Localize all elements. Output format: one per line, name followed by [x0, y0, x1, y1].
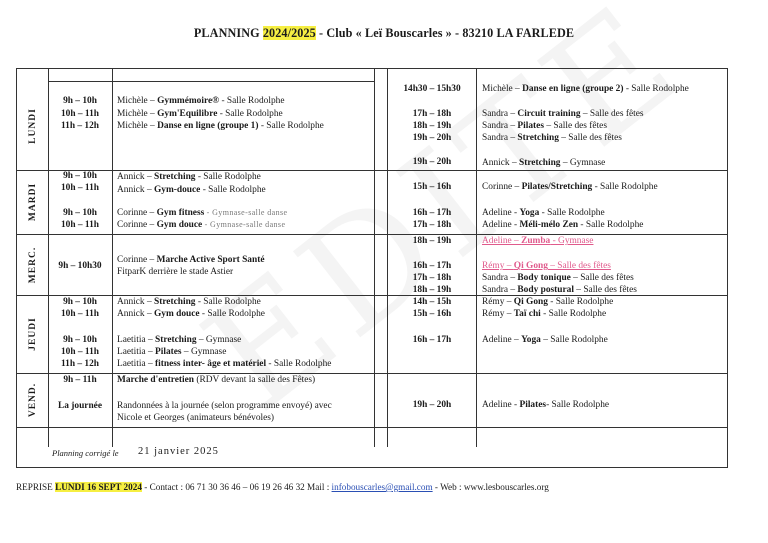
- activity-cell: Laetitia – Stretching – Gymnase: [117, 335, 242, 345]
- time-cell: 9h – 11h: [63, 375, 97, 385]
- activity-cell: Rémy – Qi Gong - Salle Rodolphe: [482, 297, 614, 307]
- cancelled-activity-cell: Rémy – Qi Gong – Salle des fêtes: [482, 261, 611, 271]
- activity-cell: Annick – Gym douce - Salle Rodolphe: [117, 309, 265, 319]
- season-highlight: 2024/2025: [262, 26, 316, 40]
- time-cell: 11h – 12h: [60, 121, 100, 131]
- activity-cell: Nicole et Georges (animateurs bénévoles): [117, 413, 275, 423]
- time-cell: 9h – 10h: [63, 335, 97, 345]
- activity-cell: Annick – Stretching - Salle Rodolphe: [117, 297, 261, 307]
- time-cell: 9h – 10h: [63, 171, 97, 181]
- correction-date: 21 janvier 2025: [138, 446, 219, 457]
- activity-cell: Michèle – Gym'Equilibre - Salle Rodolphe: [117, 109, 283, 119]
- activity-cell: Michèle – Gymmémoire® - Salle Rodolphe: [117, 96, 285, 106]
- activity-cell: Corinne – Marche Active Sport Santé: [117, 255, 265, 265]
- activity-cell: Michèle – Danse en ligne (groupe 1) - Salle Rodolphe: [117, 121, 324, 131]
- time-cell: 16h – 17h: [412, 261, 452, 271]
- time-cell: 17h – 18h: [412, 220, 452, 230]
- activity-cell: FitparK derrière le stade Astier: [117, 267, 234, 277]
- activity-cell: Laetitia – fitness inter- âge et matériel - Salle Rodolphe: [117, 359, 332, 369]
- activity-cell: Adeline - Pilates- Salle Rodolphe: [482, 400, 610, 410]
- activity-cell: Marche d'entretien (RDV devant la salle des Fêtes): [117, 375, 316, 385]
- time-cell: 18h – 19h: [412, 121, 452, 131]
- time-cell: 18h – 19h: [412, 285, 452, 295]
- activity-cell: Rémy – Taï chi - Salle Rodolphe: [482, 309, 607, 319]
- activity-cell: Sandra – Stretching – Salle des fêtes: [482, 133, 622, 143]
- time-cell: 9h – 10h: [63, 297, 97, 307]
- activity-cell: Randonnées à la journée (selon programme envoyé) avec: [117, 401, 332, 411]
- time-cell: 19h – 20h: [412, 400, 452, 410]
- time-cell: 10h – 11h: [60, 183, 100, 193]
- activity-cell: Annick – Stretching - Salle Rodolphe: [117, 172, 261, 182]
- activity-cell: Annick – Gym-douce - Salle Rodolphe: [117, 185, 266, 195]
- correction-note: Planning corrigé le: [52, 448, 119, 458]
- activity-cell: Adeline – Yoga – Salle Rodolphe: [482, 335, 608, 345]
- time-cell: 16h – 17h: [412, 335, 452, 345]
- day-label-mardi: MARDI: [28, 182, 38, 222]
- reprise-date: LUNDI 16 SEPT 2024: [55, 482, 142, 492]
- activity-cell: Sandra – Body tonique – Salle des fêtes: [482, 273, 634, 283]
- time-cell: 15h – 16h: [412, 182, 452, 192]
- activity-cell: Sandra – Circuit training – Salle des fêtes: [482, 109, 644, 119]
- time-cell: 10h – 11h: [60, 109, 100, 119]
- time-cell: La journée: [57, 401, 102, 411]
- email-link[interactable]: infobouscarles@gmail.com: [331, 482, 433, 492]
- day-label-mercredi: MERC.: [28, 246, 38, 284]
- time-cell: 10h – 11h: [60, 347, 100, 357]
- time-cell: 18h – 19h: [412, 236, 452, 246]
- time-cell: 19h – 20h: [412, 157, 452, 167]
- activity-cell: Michèle – Danse en ligne (groupe 2) - Salle Rodolphe: [482, 84, 689, 94]
- time-cell: 10h – 11h: [60, 309, 100, 319]
- time-cell: 9h – 10h30: [58, 261, 102, 271]
- time-cell: 10h – 11h: [60, 220, 100, 230]
- cancelled-activity-cell: Adeline – Zumba - Gymnase: [482, 236, 594, 246]
- activity-cell: Annick – Stretching – Gymnase: [482, 158, 606, 168]
- day-label-vendredi: VEND.: [28, 382, 38, 418]
- time-cell: 15h – 16h: [412, 309, 452, 319]
- day-label-lundi: LUNDI: [28, 108, 38, 144]
- activity-cell: Adeline - Yoga - Salle Rodolphe: [482, 208, 605, 218]
- footer: REPRISE LUNDI 16 SEPT 2024 - Contact : 06 71 30 36 46 – 06 19 26 46 32 Mail : infobouscarles@gmail.com - Web : www.lesbouscarles.org: [16, 482, 549, 492]
- activity-cell: Corinne – Gym fitness - Gymnase-salle danse: [117, 208, 288, 218]
- time-cell: 14h30 – 15h30: [403, 84, 461, 94]
- time-cell: 17h – 18h: [412, 273, 452, 283]
- activity-cell: Corinne – Gym douce - Gymnase-salle danse: [117, 220, 286, 230]
- activity-cell: Sandra – Body postural – Salle des fêtes: [482, 285, 637, 295]
- activity-cell: Adeline - Méli-mélo Zen - Salle Rodolphe: [482, 220, 644, 230]
- time-cell: 9h – 10h: [63, 208, 97, 218]
- day-label-jeudi: JEUDI: [28, 317, 38, 351]
- time-cell: 11h – 12h: [60, 359, 100, 369]
- time-cell: 9h – 10h: [63, 96, 97, 106]
- time-cell: 14h – 15h: [412, 297, 452, 307]
- page-title: PLANNING 2024/2025 - Club « Leï Bouscarles » - 83210 LA FARLEDE: [193, 26, 575, 40]
- activity-cell: Laetitia – Pilates – Gymnase: [117, 347, 227, 357]
- activity-cell: Corinne – Pilates/Stretching - Salle Rodolphe: [482, 182, 658, 192]
- time-cell: 19h – 20h: [412, 133, 452, 143]
- schedule-table: [16, 68, 728, 468]
- time-cell: 17h – 18h: [412, 109, 452, 119]
- time-cell: 16h – 17h: [412, 208, 452, 218]
- activity-cell: Sandra – Pilates – Salle des fêtes: [482, 121, 607, 131]
